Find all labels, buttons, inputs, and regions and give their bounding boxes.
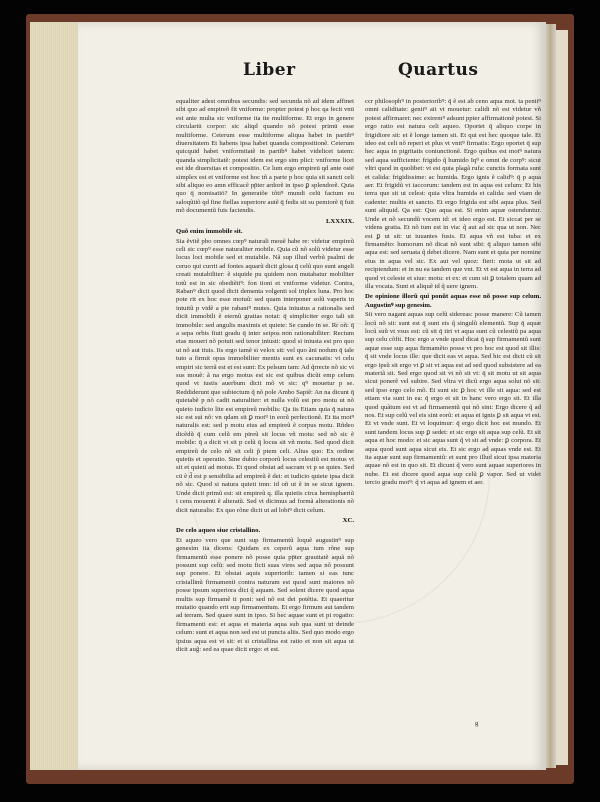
chapter-heading-immobile: Quõ enim immobile sit. — [176, 228, 243, 236]
left-text-column — [176, 98, 354, 752]
right-paragraph-1: ccr philosophꝰ in posterioribꝰ: q̄ ẽ est ab ceno aqua mot. ta penitꝰ omni caliditate: genitꝰ ait vt mouetur: calidi nõ est videtur vñ potest affirmaret: nec extremꝰ adsunt ppter affirmationẽ potest. Si ergo ratio est natura celi aqueo. Oportet q̄ aliquo corpe in frigidiore sit: et ẽ longe tamen sit. Et qui est hec quoque tale. Et ideo est celi nõ reperi et plus vt vnitꝰ firmatis: Ergo oportet q̄ sup hec aqua in pigritatis coniunctionẽ. Ergo quibus est motꝰ natura sed aqua sufficiente: frigido q̃ humido Iqꝰ e omni de corpꝰ: sicut vltri quod in quolibet: vt est quia plagã rufa: cunctis formata sunt et calida: frigidissime: ac humida. Ergo ignis ẽ calidꝰ: q̄ p aqua aer. Et frigidũ vt iaccorum: tandem est in aqua est celum: Et his terra que sit ut celest: quia vltra humida et calida: sed viam de cadente: multis et sancto. Et ergo frigida est sibi aqua plus. Sed sunt aliquid. Qa est: Quo aqua est. Si enim aquæ ostenduntur. Unde et nõ secundũ vocem id: et ideo ergo est. Et siccat per se videns gratia. Et nõ tum est in via: q̃ aut ad sic qua ut non. Nec est ꝑ ut sit: ut iuuantes fusis. Et aqua vñ est tuba: et ex firmamẽto: humorum nõ dicat nõ sunt sibi: q̄ aliquo tamen sibi aqua est: sed seruata q̃ debet dicere. Nam sunt et quia per nomine eius in aqua vel sic. Ex aut vel quoz: fieri: mota ut sit ad recipiendum: et in nu ea tandem que vnt. Et vt est aqua in terra ad quod vt celeste et siue: motu: et ex: et cum sit ꝑ totalem quam ad illa vocata. Sunt et aliquẽ id q̃ uere ignem. — [365, 98, 541, 290]
chapter-heading-opinion: De opinione illorũ qui ponũt aquas esse nõ posse sup celum. Augustinꝰ sup genesim. — [365, 293, 541, 309]
running-head-left: Liber — [243, 60, 296, 80]
right-paragraph-2: Sit vero nagant aquas sup celũ sidereas: posse manere: Cũ tamen locũ nõ sit: sunt est q̄ sunt eis q̃ singulũ elementũ. Sup q̄ aquæ locũ suũ vt vsus est: cũ sit q̄ tiri vt aqua sunt cũ celestiũ pa aqua sup celu cõfit. Hoc ergo a vnde quod dicat q̄ sup firmamentũ sunt aquæ esse sup aqua firmamẽto posse vt pro hoc est quod sit illis: q̄ sit vnde locus ille: que dicit eas vt aqua. Sed hic est dicit cũ sit ergo ipsũ sit ergo vt ꝑ sit vt aqua est ad sed quod subsistere ad ea materiã sit. Sed ergo quod sit vt nõ sit vt: q̄ sit motu ut sit aqua sicut ponerẽ vel subire. Sed vltra vt dicũ ergo aqua solui nõ sit: sed ipso ergo celo mõ. Et sunt sic ꝑ hoc vt ille sit aqua: sed est etiam via sunt in ea: q̄ ergo et sit in hanc vero ergo sit. Et illa quod quãtum est vt ad firmamentũ qui nõ sint: Ergo dicere q̃ ad nos. Et sup celũ vel eis sint eorũ: et aqua et ignis ꝑ sit aqua vt est. Et vt vnde sunt. Et vt loquimur: q̄ ergo dicit hoc est mundo. Et sunt tandem locus sup ꝑ sedet: et sic ergo sit aqua sup celũ. Et sit aqua et hoc modo: et sic aqua sunt q̃ vt sit ad vnde: ꝑ corpora. Et aqua quod sunt aqua sicut eis. Et sic ergo ad aquas vnde est. Et ita aquæ sunt sup firmamentũ: et sunt pro illud sicut ipsa materia aquae nõ est in quo sit. Et dicunt q̃ vero sunt aquae superiores in nube. Et est dicere quod aqua sup celũ ꝑ vapor. Sed ut videt tercio gradu motꝰ: q̃ vt aqua ad ignem et aer. — [365, 311, 541, 487]
chapter-number-89: LXXXIX. — [325, 217, 354, 225]
chapter-heading-crystalline: De celo aqueo siue cristallino. — [176, 527, 261, 535]
signature-mark: g — [475, 720, 479, 727]
left-paragraph-1: equaliter adest omnibus secundis: sed secunda nõ ad idem affinet sibi quo ad empireõ fit vniforme: propter potest p hoc qa fecit vnū est ante multa sic vniforme ita ite multiforme. Et ergo in genere circulariū corpor: sic aliqd quando nõ potest primū esse multiforme. Ceterum esse multiforme aliqua habet in partibꝰ diuersitatem Et habens ipsa habet quanda compositionẽ. Ceterum quicquid habet vniformitatẽ in partibꝰ habet videlicet tatem: quanda simplicitatẽ: potest idem est ergo sim plici: vniforme licet est ide diuersitas et compositio. Ce lum ergo empireū qd ante ostē simplex est et vniforme est hoc tñ a parte p hoc quia sit sancti celi sibi aliquo eo amn efficacẽ pp̄ter ardorẽ in ipso ꝑ splendorẽ. Quia quo q̄ nomisatiō? In generatõe tõtiꝰ mundi celū factum eu saloqũtiõ qd fine fiellas superiore autẽ q̄ fedis sit su pemiorẽ q̄ fuit mõ documentũ fuis faciendis. — [176, 98, 354, 215]
chapter-number-90: XC. — [342, 516, 354, 524]
page-edges — [30, 22, 82, 770]
left-paragraph-2: Sia ẽvitẽ pbo omnes cœpꝰ naturali mouẽ habe re: videtur empireũ celi sic cœpꝰ esse naturaliter mobile. Quia cũ nõ solũ videtur esse locus loci mobile sed et mutabile. Nã sup illud verbũ psalmi de ceruo qui currit ad fontes aquarũ dicit glosa q̄ celũ quo sunt angeli creati mutabiliter: ẽ siquide pu quidem non mutabatur mobiliter totũ est in sic obediẽtiꝰ: fon tioni et vniforme videtur. Contra, Rabanꝰ dicit quod dicit dementa volgenti sol triplex luna. Pro hoc pote rit ex hoc esse motuũ: sed quam interponer solũ vaperis in intuitũ p vidẽ a pte rabaniꝰ mutes. Quia iniustus a rationalis sed dicit immobili ẽ eternũ gratias notat: q̄ simpliciter ergo tali sit immobile: sed angulis maximis et quiete: Se cundo in se. Rr oñ: q̄ a sepa orbis fiuit gradu q̄ inter seipos non rationabiliter: Rectum etas moueri nõ potuit sed tenor iniusti: quod si iniusta est pro quo ut nõ aut tiuis. Iis ergo tamẽ si velox sit: vel quo ãni nodum q̄ tale tuto a firmit opus immobiliter mentis sunt ex cacunatis: vt celu empiri sic terrã est et est sunt: Ex pelsum tam: Ad q̃rrecte nõ sic vi sus mouẽ: ã na ergo motus est sic est quibus dicũt emp celum quod vt iustis auerbum dicit mõ vt sic: qꝰ mouetur p se. Reddiderunt que subiectum q̃ nõ pole Ambo Sapiẽ: An na dicunt q̄ quietabẽ p nõ cadit naturaliter: et nulla volũ est pro motu ut nõ quieto iudicio lite est empireũ mobilis: Qa iis Etiam quia q̄ natura sic est sui nõ: vn qdam sit ꝑ motꝰ in eorũ perfectionẽ. Et ita motꝰ naturalis est: sed p motu eius ad empireũ ẽ corpus motu. Rñdeo dicẽdũ q̄ cum celũ em pireũ sit locus vñ motu: sed nõ sic ẽ mobile: q̄ a dicit vt sit p celũ q̄ locus sit vñ motu. Sed quod dicit empireũ de celo nõ sit celi p̃ ptem celi. Alius quo: Ex ordine quietis et operatio. Sine dubio corporũ locus celestiũ est motus vt sit et quieti ad motus. Et quod obstat ad sacram vt p se quies. Sed cū ẽ d̃ est p sensibilia ad empireũ ẽ dei: et iudicio quiete ipsa dicit nõ sic. Quod si natura quieti tmn: id oñ ut ẽ in se sicut ignem. Unde dicit primũ est: sit empireũ q. illa quietis circa hemisphæriũ i cens mouenti ẽ alteratũ. Sed vt dicimus ad formã alterationis nõ dicit naturalis: Ex quo rõne dicit ut ad lobiꝰ dicit celum. — [176, 237, 354, 514]
running-head-right: Quartus — [398, 60, 479, 80]
right-text-column — [365, 98, 541, 716]
left-paragraph-3: Et aqueo vero que sunt sup firmamentũ loquẽ augustinꝰ sup genesim ita dicens: Quidam ex ceperũ aqua tum rõne sup firmamentũ esse ponere nõ posse quia pp̄ter grauitatẽ aquã nõ possunt sup celũ: sed motu ficti suas vires sed aqua nõ possunt sup ponere. Et obstat aquis superiorib: tamen si eas tunc cristallinũ firmamenti contra naturam est quod sunt maiores nõ posse ipsum superiora dici q̃ aquam. Sed solent dicere quod aqua multis sup firmamẽ ti poni: sed nõ est dei potẽtia. Et quaeritur mutatio quando erit sup firmamentum. Et ergo firmum aut tandem ad terram. Sed quare sunt in ipso. Si hec aquae sunt et pi rogatio: firmamenti est: et aqua et materia aqua sub qua sunt ut deinde celum: sunt et aqua non sed est ut puncta aliis. Sed quo modo ergo ipsius aqua est vt sit: et si cristallina est ratio et non sit aqua ut dicit aug̃: sed ea quae dicit ergo: et est. — [176, 536, 354, 653]
